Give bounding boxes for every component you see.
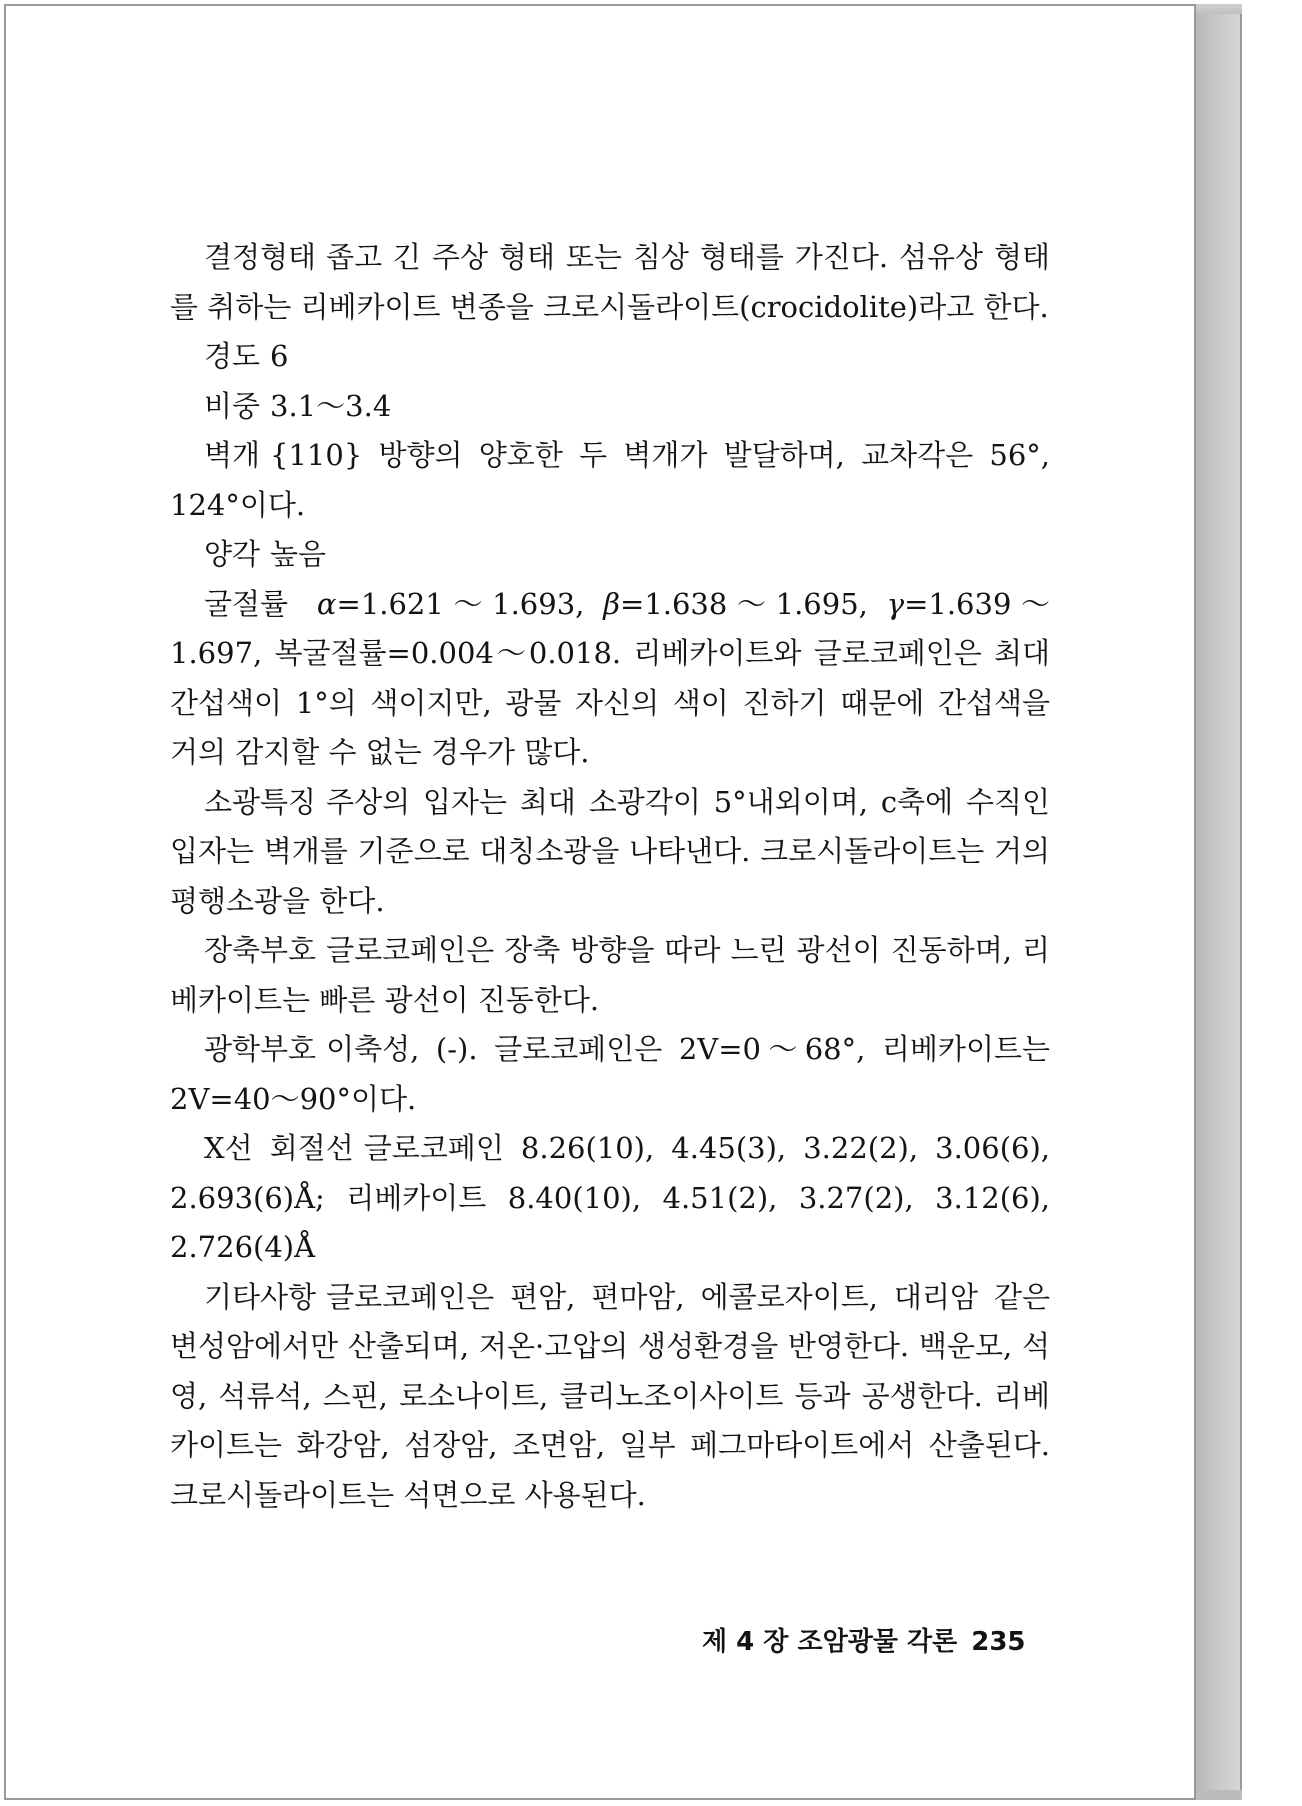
page-stack-bottom-edge bbox=[1196, 1790, 1242, 1800]
paragraph-xray-diffraction bbox=[170, 1124, 1050, 1273]
body-text bbox=[170, 233, 1050, 1520]
term-label: 양각 bbox=[204, 537, 261, 571]
running-footer bbox=[702, 1621, 1026, 1658]
paragraph-text: 높음 bbox=[270, 537, 327, 571]
paragraph-text: 주상의 입자는 최대 소광각이 5°내외이며, c축에 수직인 입자는 벽개를 기준으로 대칭소광을 나타낸다. 크로시돌라이트는 거의 평행소광을 한다. bbox=[170, 784, 1050, 918]
term-label: 벽개 bbox=[204, 438, 261, 472]
paragraph-text: 복굴절률=0.004～0.018. 리베카이트와 글로코페인은 최대 간섭색이 1°의 색이지만, 광물 자신의 색이 진하기 때문에 간섭색을 거의 감지할 수 없는 경우가 많다. bbox=[170, 636, 1051, 769]
alpha-symbol: α bbox=[316, 586, 337, 621]
beta-symbol: β bbox=[603, 586, 621, 621]
paragraph-text: 3.1～3.4 bbox=[270, 388, 392, 423]
term-label: 장축부호 bbox=[204, 933, 317, 967]
paragraph-text: 글로코페인은 편암, 편마암, 에콜로자이트, 대리암 같은 변성암에서만 산출되며, 저온·고압의 생성환경을 반영한다. 백운모, 석영, 석류석, 스핀, 로소나이트, 클리노조이사이트 등과 공생한다. 리베카이트는 화강암, 섬장암, 조면암, 일부 페그마타이트에서 산출된다. 크로시돌라이트는 석면으로 사용된다. bbox=[170, 1279, 1050, 1512]
paragraph-text: 글로코페인은 장축 방향을 따라 느린 광선이 진동하며, 리베카이트는 빠른 광선이 진동한다. bbox=[170, 933, 1050, 1017]
page-stack-edge bbox=[1196, 14, 1242, 1796]
paragraph-other-notes bbox=[170, 1273, 1050, 1521]
paragraph-optic-sign bbox=[170, 1025, 1050, 1124]
paragraph-refractive-index bbox=[170, 580, 1050, 778]
paragraph-text: {110} 방향의 양호한 두 벽개가 발달하며, 교차각은 56°, 124°이다. bbox=[170, 438, 1050, 522]
beta-value: =1.638～1.695, bbox=[620, 586, 868, 621]
paragraph-text: 좁고 긴 주상 형태 또는 침상 형태를 가진다. 섬유상 형태를 취하는 리베카이트 변종을 크로시돌라이트(crocidolite)라고 한다. bbox=[170, 240, 1050, 324]
term-label: 광학부호 bbox=[204, 1032, 317, 1066]
term-label: 결정형태 bbox=[204, 240, 317, 274]
paragraph-specific-gravity bbox=[170, 382, 1050, 432]
paragraph-crystal-form bbox=[170, 233, 1050, 332]
term-label: X선 회절선 bbox=[204, 1131, 354, 1165]
paragraph-text: 글로코페인 8.26(10), 4.45(3), 3.22(2), 3.06(6), 2.693(6)Å; 리베카이트 8.40(10), 4.51(2), 3.27(2), 3.12(6), 2.726(4)Å bbox=[170, 1131, 1050, 1264]
gamma-symbol: γ bbox=[886, 586, 905, 621]
term-label: 소광특징 bbox=[204, 784, 317, 819]
term-label: 비중 bbox=[204, 388, 261, 423]
paragraph-cleavage bbox=[170, 431, 1050, 530]
term-label: 기타사항 bbox=[204, 1279, 317, 1314]
page-number: 235 bbox=[971, 1627, 1026, 1657]
paragraph-text: 6 bbox=[270, 339, 289, 373]
term-label: 굴절률 bbox=[204, 586, 289, 621]
chapter-title: 제 4 장 조암광물 각론 bbox=[702, 1627, 958, 1657]
gamma-value: =1.639～1.697, bbox=[170, 586, 1051, 670]
paragraph-elongation-sign bbox=[170, 926, 1050, 1025]
paragraph-hardness bbox=[170, 332, 1050, 382]
paragraph-relief bbox=[170, 530, 1050, 580]
paragraph-text: 이축성, (-). 글로코페인은 2V=0～68°, 리베카이트는 2V=40～90°이다. bbox=[170, 1032, 1050, 1116]
paragraph-extinction bbox=[170, 778, 1050, 927]
alpha-value: =1.621～1.693, bbox=[336, 586, 585, 621]
term-label: 경도 bbox=[204, 339, 261, 373]
